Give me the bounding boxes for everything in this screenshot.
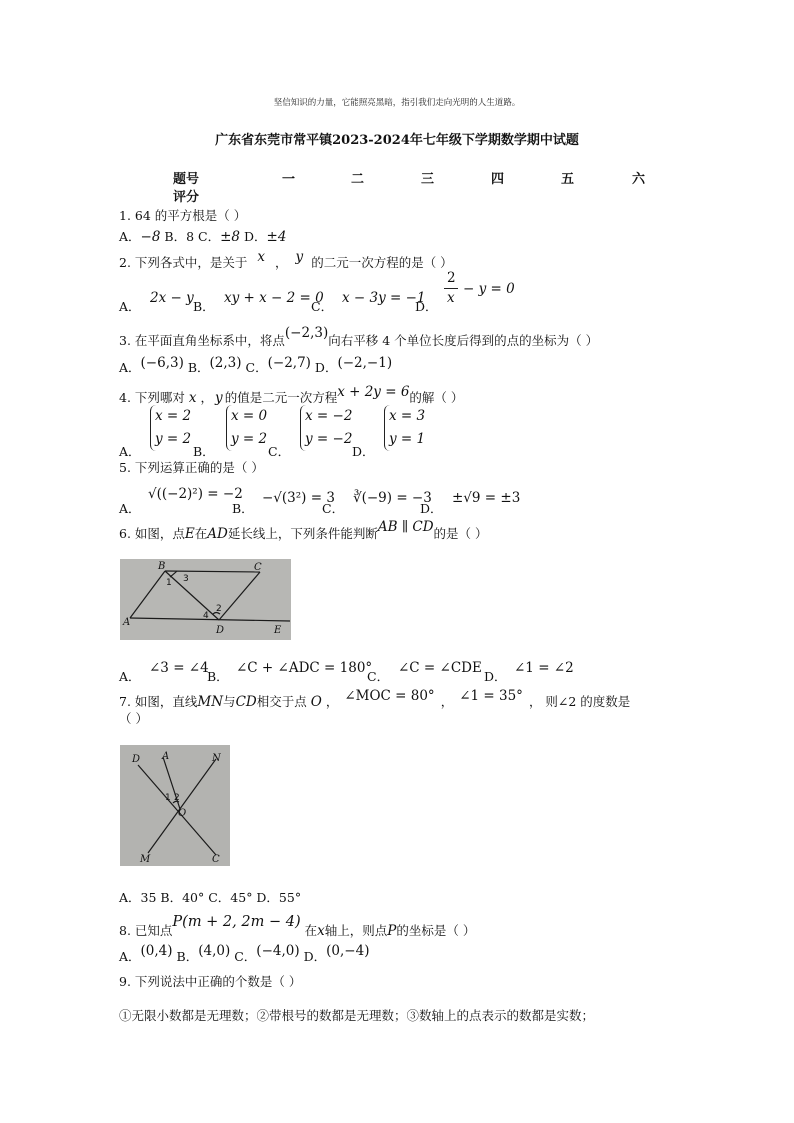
q3-option-c-label: C． [245, 360, 268, 375]
q5-option-b-value: −√(3²) = 3 [262, 490, 335, 506]
q4-var-x: x [188, 390, 197, 406]
score-col-1: 一 [282, 172, 296, 187]
q4-option-b-label: B． [193, 444, 215, 459]
q2-option-c-label: C． [311, 299, 334, 314]
q8-stem-pre: 8. 已知点 [119, 923, 173, 938]
q4-b-line2: y = 2 [231, 431, 268, 447]
q2-option-d-label: D． [415, 299, 438, 314]
q5-stem: 5. 下列运算正确的是（ ） [119, 460, 264, 475]
q6-stem-post: 的是（ ） [433, 526, 488, 541]
q6-option-c-value: ∠C = ∠CDE [398, 660, 482, 676]
score-table-row1-label: 题号 [173, 172, 200, 187]
q8-point: P(m + 2, 2m − 4) [172, 914, 301, 930]
q2-option-b-value: xy + x − 2 = 0 [224, 290, 324, 306]
q5-option-c-label: C． [322, 501, 345, 516]
score-col-6: 六 [632, 172, 646, 187]
q6-label-e: E [274, 625, 282, 636]
q8-stem [119, 914, 476, 939]
q2-var-y: y [295, 249, 304, 265]
q6-option-d-value: ∠1 = ∠2 [514, 660, 574, 676]
q7-options: A．35 B．40° C．45° D．55° [119, 890, 302, 905]
q7-point-o: O [310, 694, 322, 710]
q7-sep2: ， [440, 694, 454, 709]
q2-option-b-label: B． [193, 299, 215, 314]
q6-seg-ad: AD [207, 526, 228, 542]
q4-a-line2: y = 2 [155, 431, 192, 447]
q4-c-line1: x = −2 [305, 408, 353, 424]
q8-option-d-label: D． [303, 949, 327, 964]
q1-option-c-label: C． [198, 229, 221, 244]
q6-stem-mid2: 延长线上，下列条件能判断 [227, 526, 378, 541]
q7-figure-svg [120, 745, 230, 866]
q8-option-d-value: (0,−4) [326, 943, 370, 959]
q6-option-b-value: ∠C + ∠ADC = 180° [236, 660, 373, 676]
q6-figure-svg [120, 559, 291, 640]
q5-option-d-value: ±√9 = ±3 [452, 490, 521, 506]
q6-option-b-label: B． [207, 669, 229, 684]
q4-b-line1: x = 0 [231, 408, 268, 424]
q5-option-c-value: ∛(−9) = −3 [353, 490, 432, 506]
q2-option-d-frac-den: x [447, 290, 455, 306]
q7-label-1: 1 [165, 793, 171, 803]
q2-option-a-label: A． [119, 299, 141, 314]
q6-option-a-value: ∠3 = ∠4 [149, 660, 209, 676]
q2-option-d-frac-num: 2 [447, 270, 456, 286]
q7-stem-mid1: 与 [223, 694, 236, 709]
q8-option-b-value: (4,0) [198, 943, 231, 959]
q7-stem-mid2: 相交于点 [256, 694, 307, 709]
q5-option-a-label: A． [119, 501, 141, 516]
exam-title: 广东省东莞市常平镇2023-2024年七年级下学期数学期中试题 [215, 133, 579, 148]
q6-relation: AB ∥ CD [377, 519, 434, 535]
q3-point: (−2,3) [284, 325, 329, 341]
q6-label-2: 2 [216, 604, 222, 614]
q5-option-a-value: √((−2)²) = −2 [148, 486, 243, 502]
q4-option-d-system [384, 405, 425, 451]
q8-option-b-label: B． [176, 949, 199, 964]
q1-stem: 1. 64 的平方根是（ ） [119, 208, 247, 223]
motto-line: 坚信知识的力量，它能照亮黑暗，指引我们走向光明的人生道路。 [273, 98, 521, 108]
q4-option-a-system [150, 405, 191, 451]
q7-label-d: D [132, 754, 141, 765]
q4-option-d-label: D． [352, 444, 375, 459]
q7-sep: ， [325, 694, 339, 709]
q7-line-cd: CD [235, 694, 257, 710]
q8-point-p: P [387, 923, 397, 939]
q4-a-line1: x = 2 [155, 408, 192, 424]
q4-d-line1: x = 3 [389, 408, 426, 424]
q8-axis: x [317, 923, 325, 939]
q7-label-a: A [162, 751, 170, 762]
q8-option-a-value: (0,4) [140, 943, 173, 959]
score-col-3: 三 [421, 172, 435, 187]
q7-stem-line2: （ ） [119, 711, 148, 726]
q2-sep: ， [275, 255, 288, 270]
q4-var-y: y [215, 390, 223, 406]
q1-option-d-label: D． [244, 229, 267, 244]
score-col-2: 二 [351, 172, 365, 187]
q4-option-c-label: C． [268, 444, 291, 459]
score-table-row2-label: 评分 [173, 190, 200, 205]
q4-stem-pre: 4. 下列哪对 [119, 390, 185, 405]
q4-option-c-system [300, 405, 352, 451]
q5-option-d-label: D． [420, 501, 443, 516]
q7-label-2: 2 [174, 793, 180, 803]
q7-cond2: ∠1 = 35° [459, 688, 523, 704]
q6-stem-mid1: 在 [194, 526, 208, 541]
q9-stem: 9. 下列说法中正确的个数是（ ） [119, 974, 302, 989]
q1-options [119, 227, 286, 245]
q7-label-m: M [140, 854, 151, 865]
q6-option-d-label: D． [484, 669, 507, 684]
q6-point-e: E [184, 526, 195, 542]
q2-option-c-value: x − 3y = −1 [342, 290, 426, 306]
q4-stem [119, 384, 464, 406]
q3-option-b-label: B． [187, 360, 210, 375]
q4-option-b-system [226, 405, 267, 451]
q7-stem-post: ， 则∠2 的度数是 [528, 694, 631, 709]
q3-option-d-label: D． [314, 360, 338, 375]
q8-stem-mid2: 轴上，则点 [324, 923, 388, 938]
q4-c-line2: y = −2 [305, 431, 353, 447]
score-col-4: 四 [491, 172, 505, 187]
q6-stem-pre: 6. 如图，点 [119, 526, 185, 541]
q6-stem [119, 519, 488, 542]
q3-option-d-value: (−2,−1) [337, 355, 393, 371]
q7-label-o: O [178, 808, 187, 819]
q6-figure [120, 559, 291, 640]
q6-option-c-label: C． [367, 669, 390, 684]
q7-cond1: ∠MOC = 80° [344, 688, 435, 704]
q3-stem-post: 向右平移 4 个单位长度后得到的点的坐标为（ ） [328, 333, 599, 348]
q1-option-b: B．8 [164, 229, 195, 244]
q5-option-b-label: B． [232, 501, 254, 516]
q2-stem [119, 249, 453, 271]
q3-stem-pre: 3. 在平面直角坐标系中，将点 [119, 333, 285, 348]
q7-stem [119, 688, 631, 710]
q3-option-a-label: A． [119, 360, 141, 375]
q6-label-b: B [158, 561, 166, 572]
q2-option-d-frac-bar [444, 288, 458, 289]
q4-stem-post: 的解（ ） [409, 390, 464, 405]
q4-option-a-label: A． [119, 444, 141, 459]
q2-stem-post: 的二元一次方程的是（ ） [311, 255, 453, 270]
q2-option-d-rest: − y = 0 [463, 281, 515, 297]
q6-label-a: A [123, 617, 131, 628]
score-col-5: 五 [561, 172, 575, 187]
q8-options [119, 943, 370, 965]
q8-stem-post: 的坐标是（ ） [396, 923, 476, 938]
q3-option-c-value: (−2,7) [267, 355, 311, 371]
q2-stem-pre: 2. 下列各式中，是关于 [119, 255, 248, 270]
q8-option-c-value: (−4,0) [256, 943, 300, 959]
q6-label-c: C [254, 562, 262, 573]
q8-stem-mid: 在 [304, 923, 318, 938]
q2-var-x: x [257, 249, 266, 265]
q7-label-c: C [212, 854, 220, 865]
q6-label-4: 4 [203, 611, 209, 621]
q3-option-a-value: (−6,3) [140, 355, 184, 371]
q7-figure [120, 745, 230, 866]
q1-option-a-value: −8 [140, 229, 161, 245]
q1-option-c-value: ±8 [220, 229, 241, 245]
q6-option-a-label: A． [119, 669, 141, 684]
q2-option-a-value: 2x − y [150, 290, 194, 306]
q3-option-b-value: (2,3) [209, 355, 242, 371]
q1-option-d-value: ±4 [266, 229, 287, 245]
q4-d-line2: y = 1 [389, 431, 426, 447]
q7-stem-pre: 7. 如图，直线 [119, 694, 198, 709]
q1-option-a-label: A． [119, 229, 141, 244]
q6-label-3: 3 [183, 574, 189, 584]
q9-statements: ①无限小数都是无理数；②带根号的数都是无理数；③数轴上的点表示的数都是实数； [119, 1008, 595, 1023]
q6-label-1: 1 [166, 578, 172, 588]
q8-option-c-label: C． [234, 949, 257, 964]
q3-options [119, 355, 393, 376]
q4-sep: ， [200, 390, 214, 405]
q4-equation: x + 2y = 6 [337, 384, 410, 400]
q3-stem [119, 325, 599, 349]
q7-label-n: N [212, 753, 221, 764]
q6-label-d: D [216, 625, 225, 636]
q8-option-a-label: A． [119, 949, 141, 964]
q4-stem-mid: 的值是二元一次方程 [224, 390, 338, 405]
q7-line-mn: MN [197, 694, 224, 710]
